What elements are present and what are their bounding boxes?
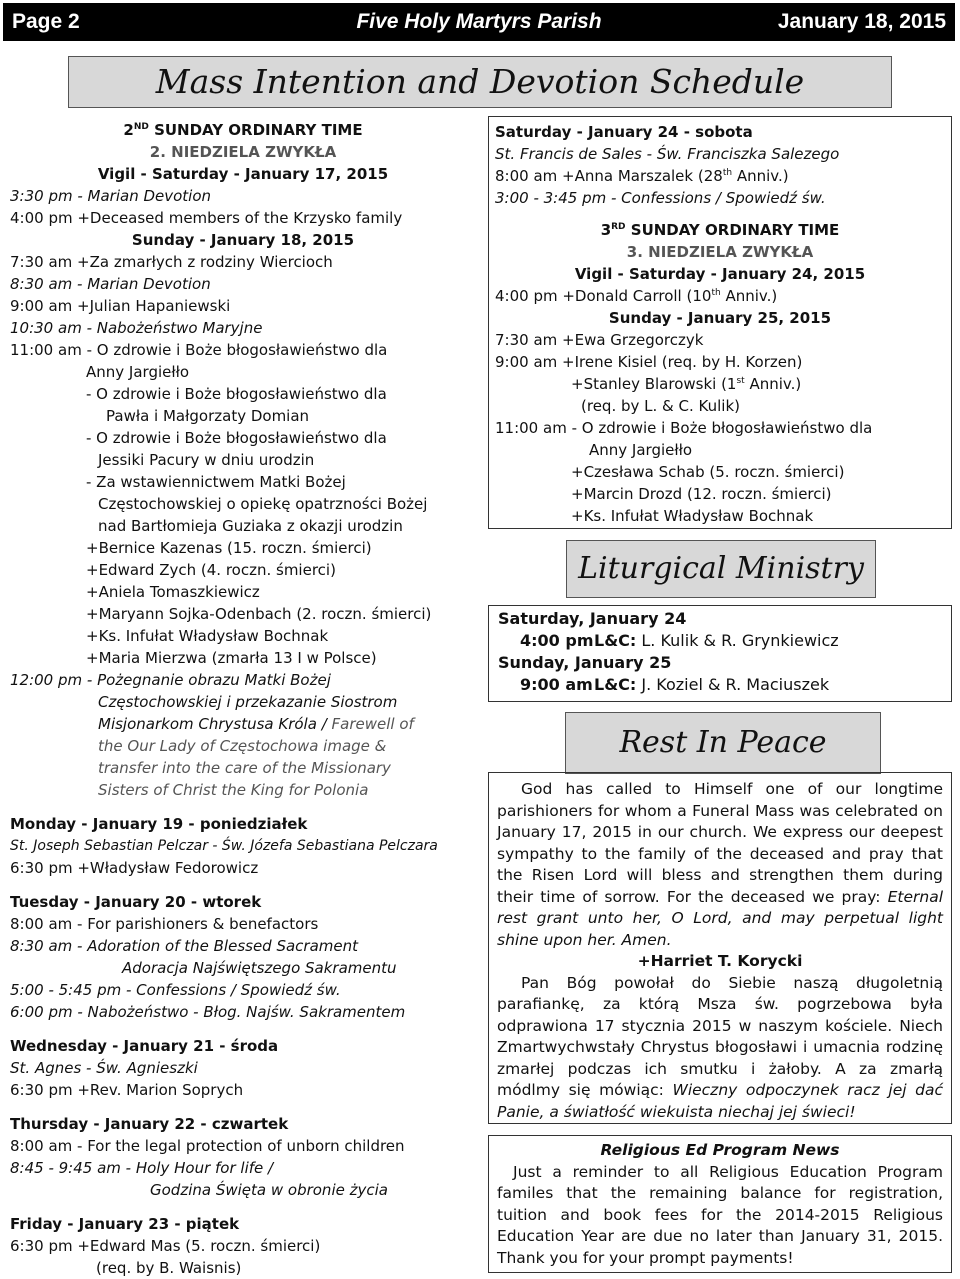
religious-ed-paragraph: Just a reminder to all Religious Education Program familes that the remaining balance for registration, tuition and book fees for the 2014-2015 Religious Education Year are due no later than January 31, 2015. Thank you for your prompt payments! — [497, 1162, 943, 1267]
friday-heading: Friday - January 23 - piątek — [10, 1215, 240, 1233]
mass-line: 9:00 am +Julian Hapaniewski — [10, 297, 231, 315]
vigil-heading: Vigil - Saturday - January 17, 2015 — [97, 165, 389, 183]
wednesday-heading: Wednesday - January 21 - środa — [10, 1037, 279, 1055]
saturday-heading: Saturday - January 24 - sobota — [495, 123, 753, 141]
farewell-line: Misjonarkom Chrystusa Króla / Farewell of — [98, 715, 414, 733]
saturday-sunday-box — [488, 116, 952, 529]
mass-line: 8:00 am +Anna Marszalek (28th Anniv.) — [495, 167, 789, 185]
mass-line: - O zdrowie i Boże błogosławieństwo dla — [86, 429, 387, 447]
mass-line: 3:00 - 3:45 pm - Confessions / Spowiedź św. — [495, 189, 826, 207]
sunday3-heading: 3RD SUNDAY ORDINARY TIME — [600, 221, 840, 239]
mass-line: 10:30 am - Nabożeństwo Maryjne — [10, 319, 263, 337]
vigil-heading: Vigil - Saturday - January 24, 2015 — [574, 265, 866, 283]
mass-line: 11:00 am - O zdrowie i Boże błogosławieństwo dla — [495, 419, 873, 437]
mass-line: 6:30 pm +Władysław Fedorowicz — [10, 859, 259, 877]
rest-in-peace-box — [488, 772, 952, 1124]
sunday-date-heading: Sunday - January 25, 2015 — [608, 309, 832, 327]
mass-line: 11:00 am - O zdrowie i Boże błogosławieństwo dla — [10, 341, 388, 359]
mass-line: - Za wstawiennictwem Matki Bożej — [86, 473, 346, 491]
mass-line: +Bernice Kazenas (15. roczn. śmierci) — [86, 539, 372, 557]
farewell-line: Sisters of Christ the King for Polonia — [98, 781, 369, 799]
mass-line: +Marcin Drozd (12. roczn. śmierci) — [571, 485, 832, 503]
mass-line: Pawła i Małgorzaty Domian — [106, 407, 310, 425]
mass-line: 9:00 am +Irene Kisiel (req. by H. Korzen) — [495, 353, 803, 371]
mass-line: 3:30 pm - Marian Devotion — [10, 187, 212, 205]
mass-line: +Aniela Tomaszkiewicz — [86, 583, 260, 601]
mass-line: 8:30 am - Marian Devotion — [10, 275, 211, 293]
mass-line: (req. by L. & C. Kulik) — [581, 397, 740, 415]
tuesday-heading: Tuesday - January 20 - wtorek — [10, 893, 262, 911]
mass-line: 8:45 - 9:45 am - Holy Hour for life / — [10, 1159, 274, 1177]
rip-paragraph-en: God has called to Himself one of our longtime parishioners for whom a Funeral Mass was celebrated on January 17, 2015 in our church. We express our deepest sympathy to the family of the deceased and pray that the Risen Lord will bless and strengthen them during their time of sorrow. For the deceased we pray: Eternal rest grant unto her, O Lord, and may perpetual light shine upon her. Amen. — [497, 780, 943, 949]
mass-line: +Stanley Blarowski (1st Anniv.) — [571, 375, 802, 393]
mass-line: 4:00 pm +Deceased members of the Krzysko family — [10, 209, 403, 227]
mass-line: +Maryann Sojka-Odenbach (2. roczn. śmierci) — [86, 605, 432, 623]
ministry-date: Saturday, January 24 — [498, 609, 687, 628]
mass-line: Anny Jargiełło — [86, 363, 190, 381]
thursday-heading: Thursday - January 22 - czwartek — [10, 1115, 289, 1133]
mass-line: (req. by B. Waisnis) — [96, 1259, 242, 1277]
ministry-date: Sunday, January 25 — [498, 653, 672, 672]
saint-line: St. Agnes - Św. Agnieszki — [10, 1059, 198, 1077]
religious-ed-box — [488, 1135, 952, 1273]
sunday-heading: 2ND SUNDAY ORDINARY TIME — [123, 121, 363, 139]
liturgical-ministry-box — [488, 605, 952, 702]
parish-name: Five Holy Martyrs Parish — [356, 10, 602, 33]
mass-line: - O zdrowie i Boże błogosławieństwo dla — [86, 385, 387, 403]
ministry-line: 4:00 pmL&C: L. Kulik & R. Grynkiewicz — [520, 631, 839, 650]
farewell-line: Częstochowskiej i przekazanie Siostrom — [98, 693, 398, 711]
polish-heading: 2. NIEDZIELA ZWYKŁA — [149, 143, 337, 161]
ministry-line: 9:00 amL&C: J. Koziel & R. Maciuszek — [520, 675, 830, 694]
schedule-title: Mass Intention and Devotion Schedule — [68, 56, 892, 108]
mass-line: Jessiki Pacury w dniu urodzin — [98, 451, 315, 469]
mass-line: +Czesława Schab (5. roczn. śmierci) — [571, 463, 845, 481]
left-column — [10, 119, 476, 1279]
farewell-line: 12:00 pm - Pożegnanie obrazu Matki Bożej — [10, 671, 331, 689]
mass-line: +Maria Mierzwa (zmarła 13 I w Polsce) — [86, 649, 377, 667]
rip-paragraph-pl: Pan Bóg powołał do Siebie naszą długoletnią parafiankę, za którą Msza św. pogrzebowa była odprawiona 17 stycznia 2015 w naszym kościele. Niech Zmartwychwstały Chrystus błogosławi i umacnia rodzinę zmarłej podczas ich smutku i żałoby. A za zmarłą módlmy się mówiąc: Wieczny odpoczynek racz jej dać Panie, a światłość wiekuista niechaj jej świeci! — [497, 973, 943, 1121]
mass-line: +Edward Zych (4. roczn. śmierci) — [86, 561, 336, 579]
mass-line: 8:00 am - For the legal protection of unborn children — [10, 1137, 405, 1155]
mass-line: nad Bartłomieja Guziaka z okazji urodzin — [98, 517, 403, 535]
saint-line: St. Francis de Sales - Św. Franciszka Salezego — [495, 145, 840, 163]
farewell-line: the Our Lady of Częstochowa image & — [98, 737, 387, 755]
mass-line: +Ks. Infułat Władysław Bochnak — [571, 507, 814, 525]
page-header — [3, 3, 955, 41]
issue-date: January 18, 2015 — [777, 10, 946, 33]
mass-line: Częstochowskiej o opiekę opatrzności Bożej — [98, 495, 428, 513]
mass-line: 4:00 pm +Donald Carroll (10th Anniv.) — [495, 287, 778, 305]
mass-line: Anny Jargiełło — [589, 441, 693, 459]
polish-heading: 3. NIEDZIELA ZWYKŁA — [626, 243, 814, 261]
liturgical-ministry-banner: Liturgical Ministry — [566, 540, 876, 598]
rest-in-peace-banner: Rest In Peace — [565, 712, 881, 774]
saint-line: St. Joseph Sebastian Pelczar - Św. Józefa Sebastiana Pelczara — [10, 838, 438, 854]
mass-line: 6:00 pm - Nabożeństwo - Błog. Najśw. Sakramentem — [10, 1003, 406, 1021]
mass-line: 6:30 pm +Edward Mas (5. roczn. śmierci) — [10, 1237, 321, 1255]
mass-line: +Ks. Infułat Władysław Bochnak — [86, 627, 329, 645]
mass-line: 8:00 am - For parishioners & benefactors — [10, 915, 319, 933]
mass-line: Adoracja Najświętszego Sakramentu — [122, 959, 397, 977]
mass-line: 8:30 am - Adoration of the Blessed Sacrament — [10, 937, 359, 955]
mass-line: 6:30 pm +Rev. Marion Soprych — [10, 1081, 244, 1099]
mass-line: Godzina Święta w obronie życia — [150, 1181, 388, 1199]
mass-line: 7:30 am +Za zmarłych z rodziny Wiercioch — [10, 253, 333, 271]
page-number: Page 2 — [12, 10, 80, 33]
deceased-name: +Harriet T. Korycki — [637, 952, 803, 970]
mass-line: 7:30 am +Ewa Grzegorczyk — [495, 331, 704, 349]
sunday-date-heading: Sunday - January 18, 2015 — [131, 231, 355, 249]
mass-line: 5:00 - 5:45 pm - Confessions / Spowiedź św. — [10, 981, 341, 999]
farewell-line: transfer into the care of the Missionary — [98, 759, 391, 777]
religious-ed-title: Religious Ed Program News — [600, 1141, 840, 1159]
monday-heading: Monday - January 19 - poniedziałek — [10, 815, 308, 833]
